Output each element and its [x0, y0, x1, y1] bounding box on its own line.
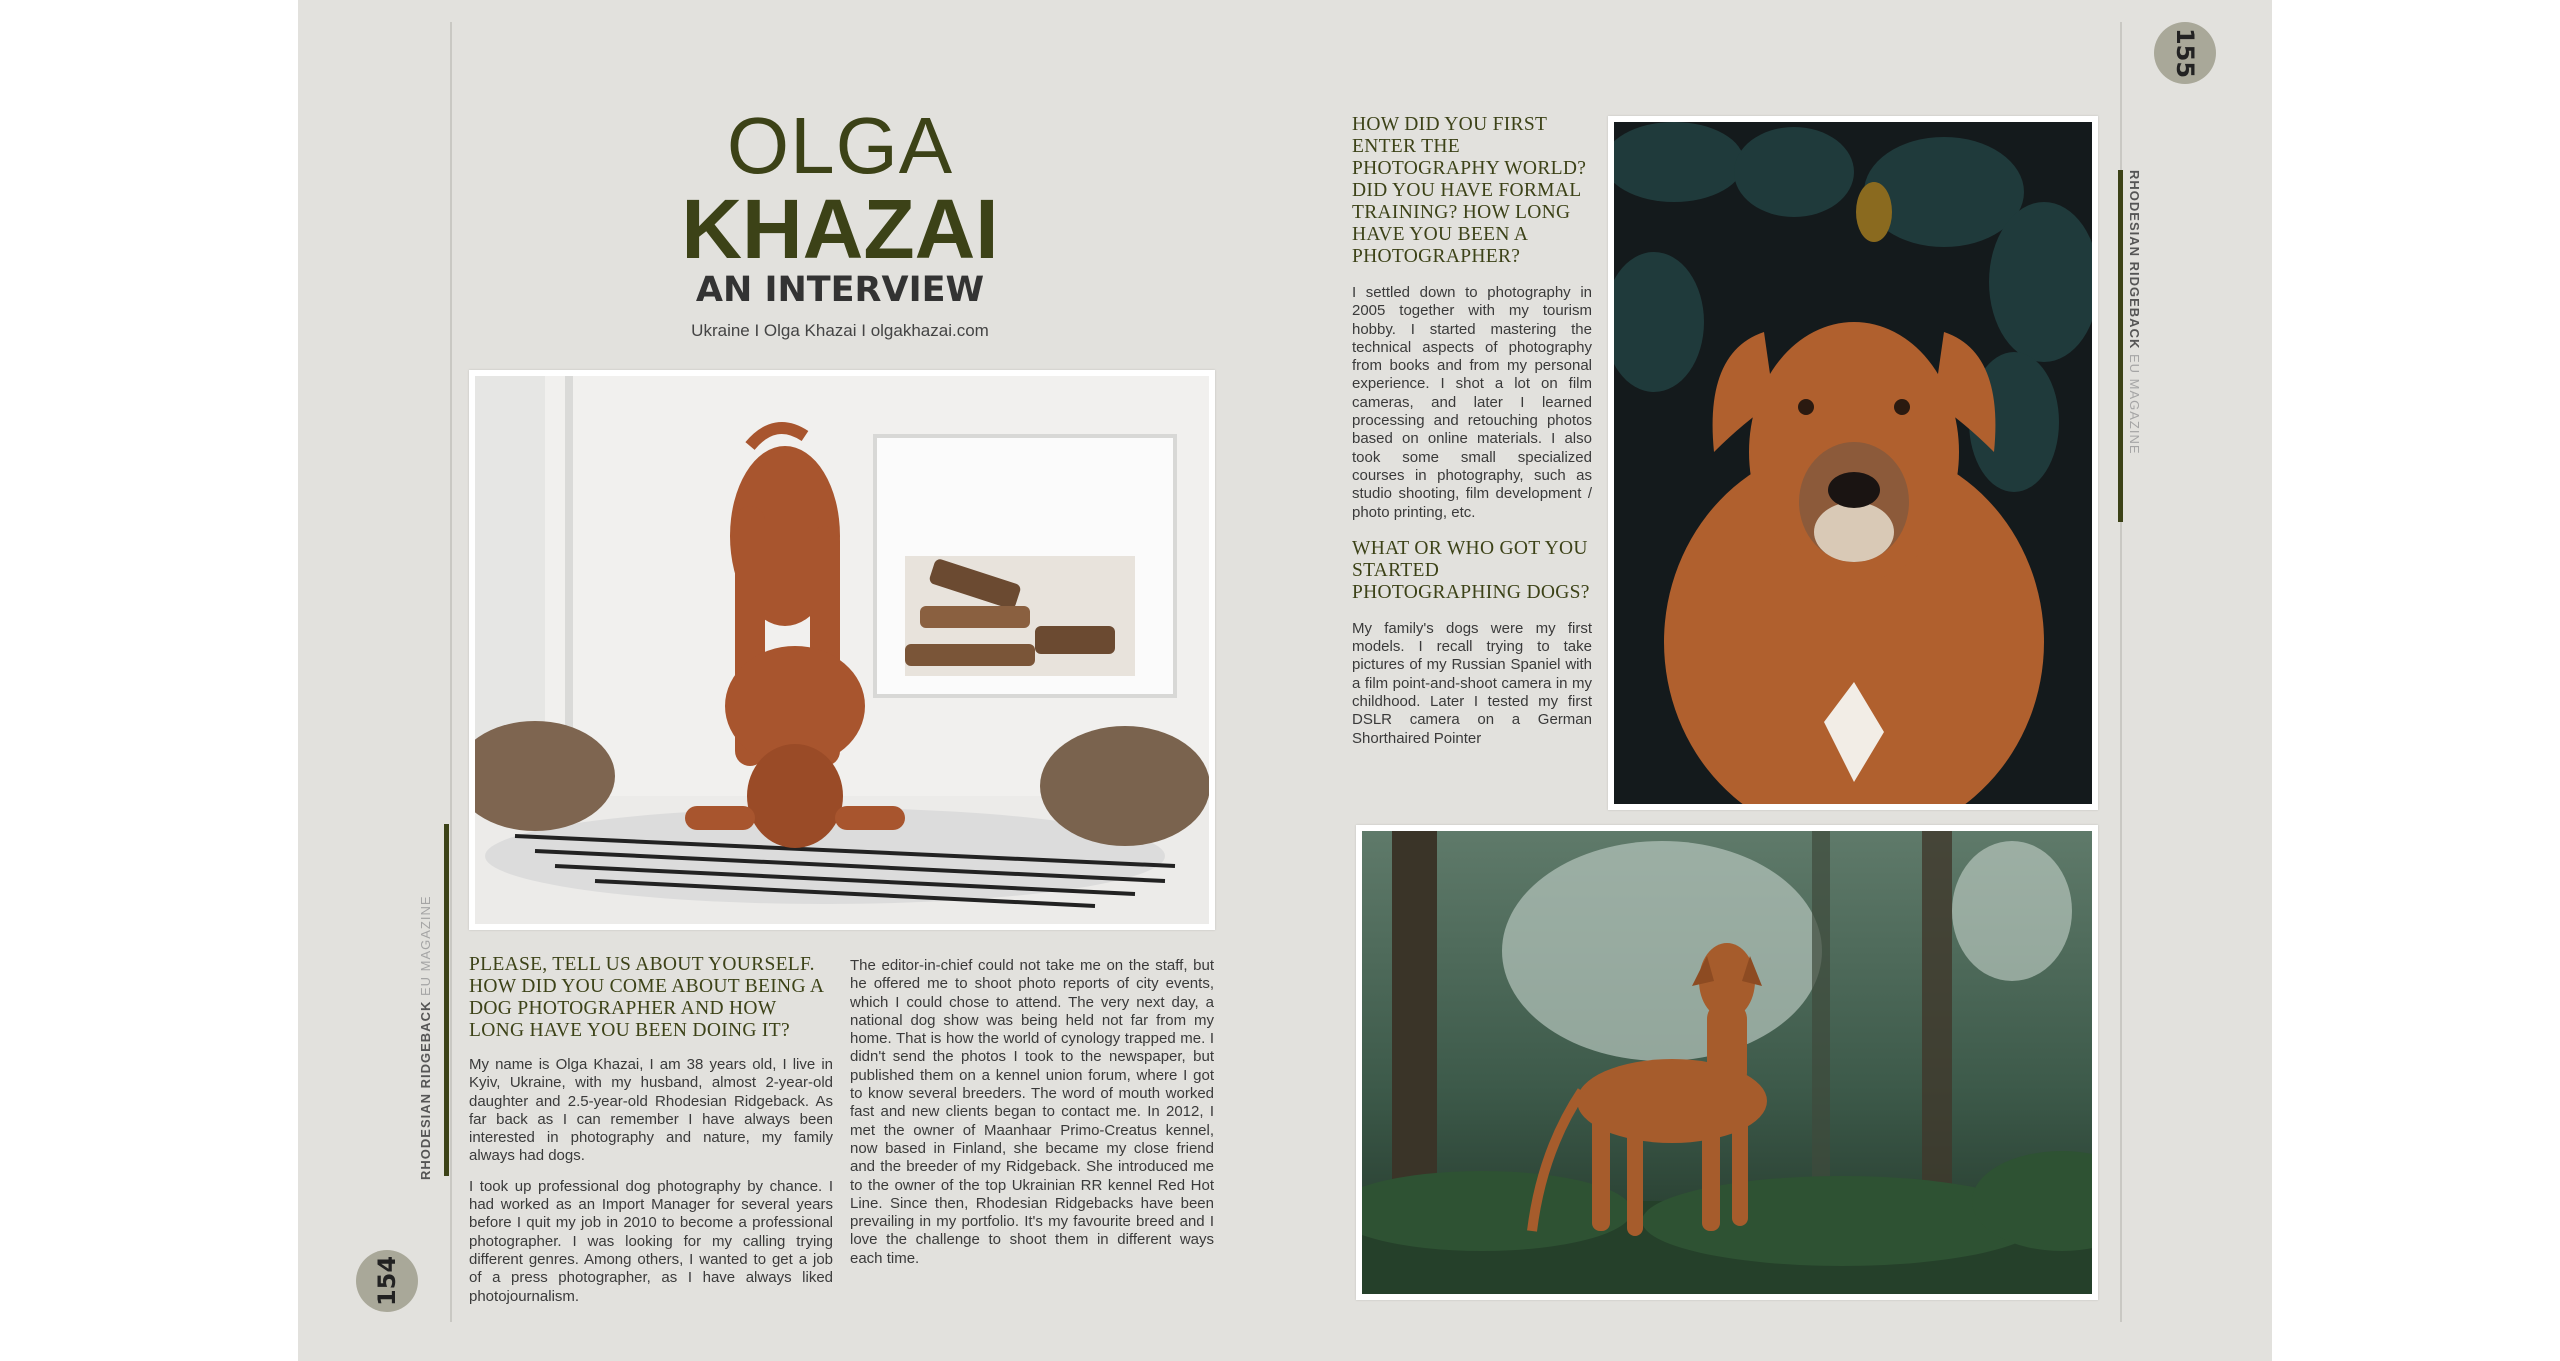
left-accent-bar [444, 824, 449, 1176]
title-subtitle: AN INTERVIEW [695, 270, 985, 310]
answer-1-paragraph-3: The editor-in-chief could not take me on the staff, but he offered me to shoot photo reports of city events, which I could chose to attend. The very next day, a national dog show was being held not far from my home. That is how the world of cynology trapped me. I didn't send the photos I took to the newspaper, but published them on a kennel union forum, where I got to know several breeders. The word of mouth worked fast and new clients began to contact me. In 2012, I met the owner of Maanhaar Primo-Creatus kennel, now based in Finland, she became my close friend and the breeder of my Ridgeback. She introduced me to the owner of the top Ukrainian RR kennel Red Hot Line. Since then, Rhodesian Ridgebacks have been prevailing in my portfolio. It's my favourite breed and I love the challenge to shoot them in different ways each time. [850, 957, 1214, 1267]
photo-dog-bowing-image [475, 376, 1209, 924]
page-number-left [356, 1250, 418, 1312]
question-2: HOW DID YOU FIRST ENTER THE PHOTOGRAPHY WORLD? DID YOU HAVE FORMAL TRAINING? HOW LONG HAVE YOU BEEN A PHOTOGRAPHER? [1352, 114, 1587, 267]
running-title-left-bold: RHODESIAN RIDGEBACK [418, 1000, 433, 1180]
page-number-left-text: 154 [372, 1255, 401, 1307]
title-first-name: OLGA [726, 101, 954, 190]
photo-dog-bowing [469, 370, 1215, 930]
question-3: WHAT OR WHO GOT YOU STARTED PHOTOGRAPHING DOGS? [1352, 537, 1590, 603]
running-title-left-light: EU MAGAZINE [418, 895, 433, 997]
article-column-2 [850, 957, 1214, 1280]
running-title-right-light: EU MAGAZINE [2127, 353, 2142, 455]
photo-dog-forest [1356, 825, 2098, 1300]
byline: Ukraine I Olga Khazai I olgakhazai.com [691, 321, 989, 340]
photo-dog-portrait [1608, 116, 2098, 810]
answer-1-paragraph-2: I took up professional dog photography by chance. I had worked as an Import Manager for several years before I quit my job in 2010 to become a professional photographer. I was looking for my calling trying different genres. Among others, I wanted to get a job of a press photographer, as I have always liked photojournalism. [469, 1177, 833, 1305]
running-title-right-bold: RHODESIAN RIDGEBACK [2127, 170, 2142, 350]
article-title [590, 101, 1090, 310]
answer-1-paragraph-1: My name is Olga Khazai, I am 38 years old, I live in Kyiv, Ukraine, with my husband, almost 2-year-old daughter and 2.5-year-old Rhodesian Ridgeback. As far back as I can remember I have always been interested in photography and nature, my family always had dogs. [469, 1056, 833, 1165]
running-title-left [418, 895, 433, 1180]
article-column-3 [1352, 114, 1592, 764]
question-1: PLEASE, TELL US ABOUT YOURSELF. HOW DID YOU COME ABOUT BEING A DOG PHOTOGRAPHER AND HOW LONG HAVE YOU BEEN DOING IT? [469, 954, 824, 1041]
left-page-rule [450, 22, 452, 1322]
answer-2-paragraph: I settled down to photography in 2005 together with my tourism hobby. I started mastering the technical aspects of photography from books and from my personal experience. I shot a lot on film cameras, and later I learned processing and retouching photos based on online materials. I also took some small specialized courses in photography, such as studio shooting, film development / photo printing, etc. [1352, 284, 1592, 521]
photo-dog-portrait-image [1614, 122, 2092, 804]
answer-3-paragraph: My family's dogs were my first models. I recall trying to take pictures of my Russian Spaniel with a film point-and-shoot camera in my childhood. Later I tested my first DSLR camera on a German Shorthaired Pointer [1352, 619, 1592, 747]
title-last-name: KHAZAI [681, 182, 999, 276]
right-accent-bar [2118, 170, 2123, 522]
article-column-1 [469, 954, 833, 1318]
page-number-right-text: 155 [2170, 27, 2199, 79]
running-title-right [2127, 170, 2142, 455]
photo-dog-forest-image [1362, 831, 2092, 1294]
page-number-right [2154, 22, 2216, 84]
